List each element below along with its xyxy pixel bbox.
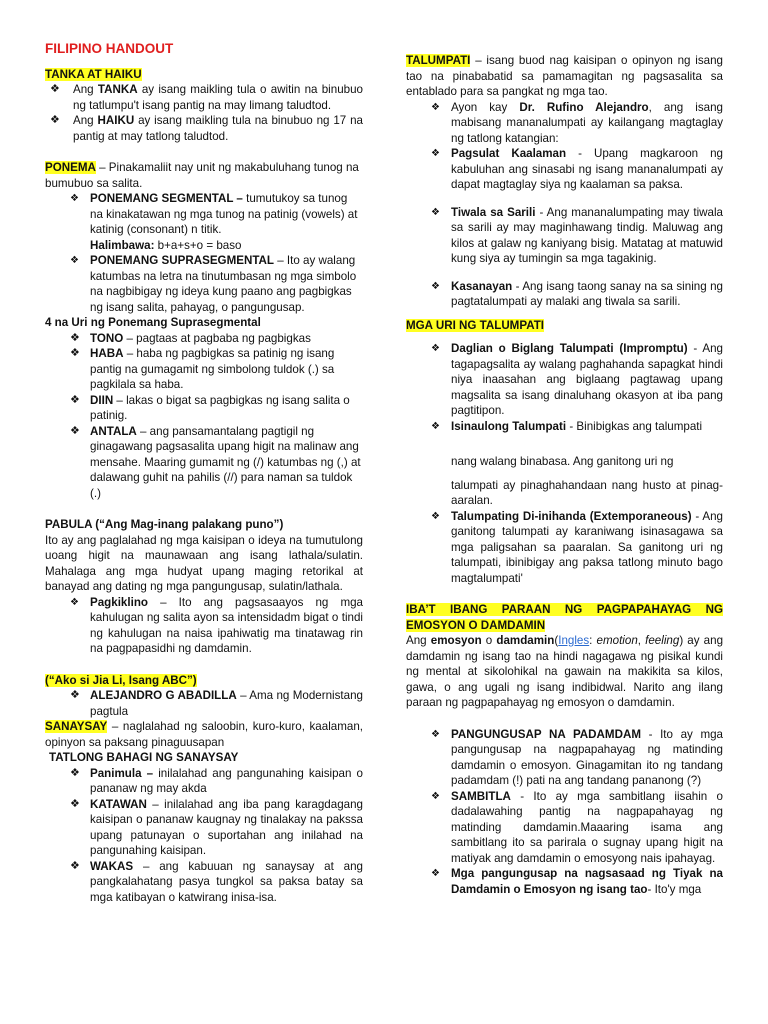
- list-item: ❖ Ang HAIKU ay isang maikling tula na binubuo ng 17 na pantig at may tatlong taludtod.: [50, 114, 363, 143]
- arrow-bullet-icon: ❖: [431, 280, 440, 292]
- diamond-bullet-icon: ❖: [50, 114, 60, 126]
- diamond-bullet-icon: ❖: [70, 859, 80, 872]
- list-item: ❖ PONEMANG SUPRASEGMENTAL – Ito ay walang katumbas na letra na tinutumbasan ng mga simbolo na nagbibigay ng ideya kung paano ang pagbigkas ng isang salita, pahayag, o pangungusap.: [70, 254, 357, 314]
- sanaysay-heading: TATLONG BAHAGI NG SANAYSAY: [49, 751, 239, 764]
- list-item: ❖ Tiwala sa Sarili - Ang mananalumpating may tiwala sa sarili ay may maginhawang tindig. Maluwag ang kilos at galaw ng kaniyang bisig. Matatag at matuwid kung siya ay tumingin sa mga tagakinig.: [431, 205, 723, 265]
- arrow-bullet-icon: ❖: [431, 728, 440, 740]
- diamond-bullet-icon: ❖: [70, 393, 80, 406]
- list-item: ❖ Ang TANKA ay isang maikling tula o awitin na binubuo ng tatlumpu't isang pantig na may limang taludtod.: [50, 83, 363, 112]
- arrow-bullet-icon: ❖: [431, 206, 440, 218]
- list-item: ❖ Daglian o Biglang Talumpati (Impromptu) - Ang tagapagsalita ay walang paghahanda sapagkat hindi niya inaasahan ang biglaang pagtawag upang magsalita sa isang dinaluhang okasyon at iba pang pagtitipon.: [431, 342, 723, 417]
- list-item: ❖ ALEJANDRO G ABADILLA – Ama ng Modernistang pagtula: [70, 689, 363, 718]
- diamond-bullet-icon: ❖: [70, 347, 80, 359]
- arrow-bullet-icon: ❖: [70, 193, 79, 204]
- list-item: ❖ Kasanayan - Ang isang taong sanay na sa sining ng pagtatalumpati ay malaki ang tiwala sa sarili.: [431, 279, 723, 308]
- list-item: ❖ Isinaulong Talumpati - Binibigkas ang talumpati: [431, 419, 703, 433]
- list-item: ❖ PANGUNGUSAP NA PADAMDAM - Ito ay mga pangungusap na nagpapahayag ng matinding damdamin o emosyon. Ginagamitan ito ng tandang padamdam (!) pati na ang tandang pananong (?): [431, 727, 723, 787]
- list-item: ❖ PONEMANG SEGMENTAL – tumutukoy sa tunog na kinakatawan ng mga tunog na patinig (vowels) at katinig (consonant) n titik. Halimbawa: b+a+s+o = baso: [70, 192, 358, 252]
- list-item: ❖ Talumpating Di-inihanda (Extemporaneous) - Ang ganitong talumpati ay karaniwang isinasagawa sa mga paligsahan sa paaralan. Sa ganitong uri ng talumpati, ibinibigay ang paksa tatlong minuto bago magtalumpati': [431, 509, 724, 585]
- list-item: ❖ WAKAS – ang kabuuan ng sanaysay at ang pangkalahatang pasya tungkol sa paksa batay sa mga katibayan o katwirang inisa-isa.: [70, 859, 363, 904]
- list-item: ❖ Panimula – inilalahad ang pangunahing kaisipan o pananaw ng may akda: [70, 766, 364, 795]
- haiku-term: HAIKU: [97, 114, 135, 127]
- arrow-bullet-icon: ❖: [70, 596, 79, 608]
- arrow-bullet-icon: ❖: [431, 790, 440, 802]
- emosyon-heading: IBA’T IBANG PARAAN NG PAGPAPAHAYAG NG EMOSYON O DAMDAMIN: [406, 603, 723, 632]
- list-item: ❖ HABA – haba ng pagbigkas sa patinig ng isang pantig na gumagamit ng simbolong tuldok (.) sa pagkilala sa haba.: [70, 347, 335, 391]
- talumpati-continuation: nang walang binabasa. Ang ganitong uri ng: [451, 455, 674, 468]
- pabula-body: Ito ay ang paglalahad ng mga kaisipan o ideya na tumutulong uoang higit na maunawaan ang isang lathala/sulatin. Mahalaga ang mga hudyat upang maging retorikal at banayad ang dating ng mga pangungusap, sulatin/lathala.: [45, 533, 363, 593]
- arrow-bullet-icon: ❖: [431, 148, 440, 159]
- arrow-bullet-icon: ❖: [431, 420, 440, 432]
- right-column: [406, 53, 723, 897]
- arrow-bullet-icon: ❖: [431, 101, 440, 113]
- left-column: [45, 0, 363, 905]
- diamond-bullet-icon: ❖: [70, 766, 80, 779]
- tanka-heading: TANKA AT HAIKU: [45, 67, 142, 81]
- diamond-bullet-icon: ❖: [70, 689, 80, 701]
- diamond-bullet-icon: ❖: [70, 797, 80, 810]
- list-item: ❖ Ayon kay Dr. Rufino Alejandro, ang isang mabisang mananalumpati ay kailangang magtaglay ng tatlong katangian:: [431, 100, 723, 145]
- sanaysay-definition: SANAYSAY – naglalahad ng saloobin, kuro-kuro, kaalaman, opinyon sa paksang pinaguusapan: [45, 720, 363, 749]
- ako-heading: (“Ako si Jia Li, Isang ABC”): [45, 673, 197, 687]
- pabula-heading: PABULA (“Ang Mag-inang palakang puno”): [45, 518, 284, 531]
- emosyon-intro: Ang emosyon o damdamin(Ingles: emotion, feeling) ay ang damdamin ng isang tao na hindi nagagawa ng pisikal kundi ng mental at sikolohikal na gawain na makikita sa kilos, gawa, o ang ugali ng isang indibidwal. Narito ang ilang paraan ng pagpapahayag ng emosyon o damdamin.: [406, 634, 724, 709]
- page-title: FILIPINO HANDOUT: [45, 41, 174, 56]
- list-item: ❖ Mga pangungusap na nagsasaad ng Tiyak na Damdamin o Emosyon ng isang tao- Ito'y mga: [431, 867, 723, 896]
- arrow-bullet-icon: ❖: [431, 868, 440, 879]
- diamond-bullet-icon: ❖: [70, 424, 80, 437]
- ingles-link[interactable]: Ingles: [558, 634, 590, 647]
- list-item: ❖ Pagkiklino – Ito ang pagsasaayos ng mga kahulugan ng salita ayon sa intensidadm bigat o tindi ng kahulugan na naisa ipahiwatig ma tinatawag rin na pagpapasidhi ng damdamin.: [70, 595, 363, 655]
- list-item: ❖ Pagsulat Kaalaman - Upang magkaroon ng kabuluhan ang sinasabi ng isang mananalumpati ay dapat magtaglay siya ng kaalaman sa paksa.: [431, 147, 723, 191]
- ponema-definition: PONEMA – Pinakamaliit nay unit ng makabuluhang tunog na bumubuo sa salita.: [45, 161, 359, 190]
- list-item: ❖ ANTALA – ang pansamantalang pagtigil ng ginagawang pagsasalita upang higit na malinaw ang mensahe. Maaring gumamit ng (/) katumbas ng (,) at dalawang guhit na pahilis (//) para naman sa tuldok (.): [70, 424, 361, 500]
- list-item: ❖ SAMBITLA - Ito ay mga sambitlang iisahin o dadalawahing pantig na nagpapahayag ng matinding damdamin.Maaaring isama ang sambitlang ito sa parirala o sugnay upang higit na matiyak ang damdamin o emosyong nais ipahayag.: [431, 789, 723, 865]
- list-item: ❖ DIIN – lakas o bigat sa pagbigkas ng isang salita o patinig.: [70, 393, 350, 422]
- list-item: ❖ KATAWAN – inilalahad ang iba pang karagdagang kaisipan o pananaw kaugnay ng tinalakay na pakssa upang patunayan o suportahan ang inilahad na pangunahing kaisipan.: [70, 797, 363, 857]
- diamond-bullet-icon: ❖: [70, 331, 80, 344]
- arrow-bullet-icon: ❖: [431, 510, 440, 522]
- arrow-bullet-icon: ❖: [70, 255, 79, 266]
- talumpati-continuation: talumpati ay pinaghahandaan nang husto at pinag-aaralan.: [451, 478, 723, 507]
- uri-talumpati-heading: MGA URI NG TALUMPATI: [406, 318, 545, 332]
- arrow-bullet-icon: ❖: [431, 343, 440, 354]
- diamond-bullet-icon: ❖: [50, 83, 60, 95]
- tanka-term: TANKA: [97, 83, 138, 96]
- list-item: ❖ TONO – pagtaas at pagbaba ng pagbigkas: [70, 331, 311, 345]
- uri-heading: 4 na Uri ng Ponemang Suprasegmental: [45, 316, 261, 329]
- talumpati-definition: TALUMPATI – isang buod nag kaisipan o opinyon ng isang tao na pinababatid sa pamamagitan ng pagsasalita sa entablado para sa pangkat ng mga tao.: [406, 54, 723, 98]
